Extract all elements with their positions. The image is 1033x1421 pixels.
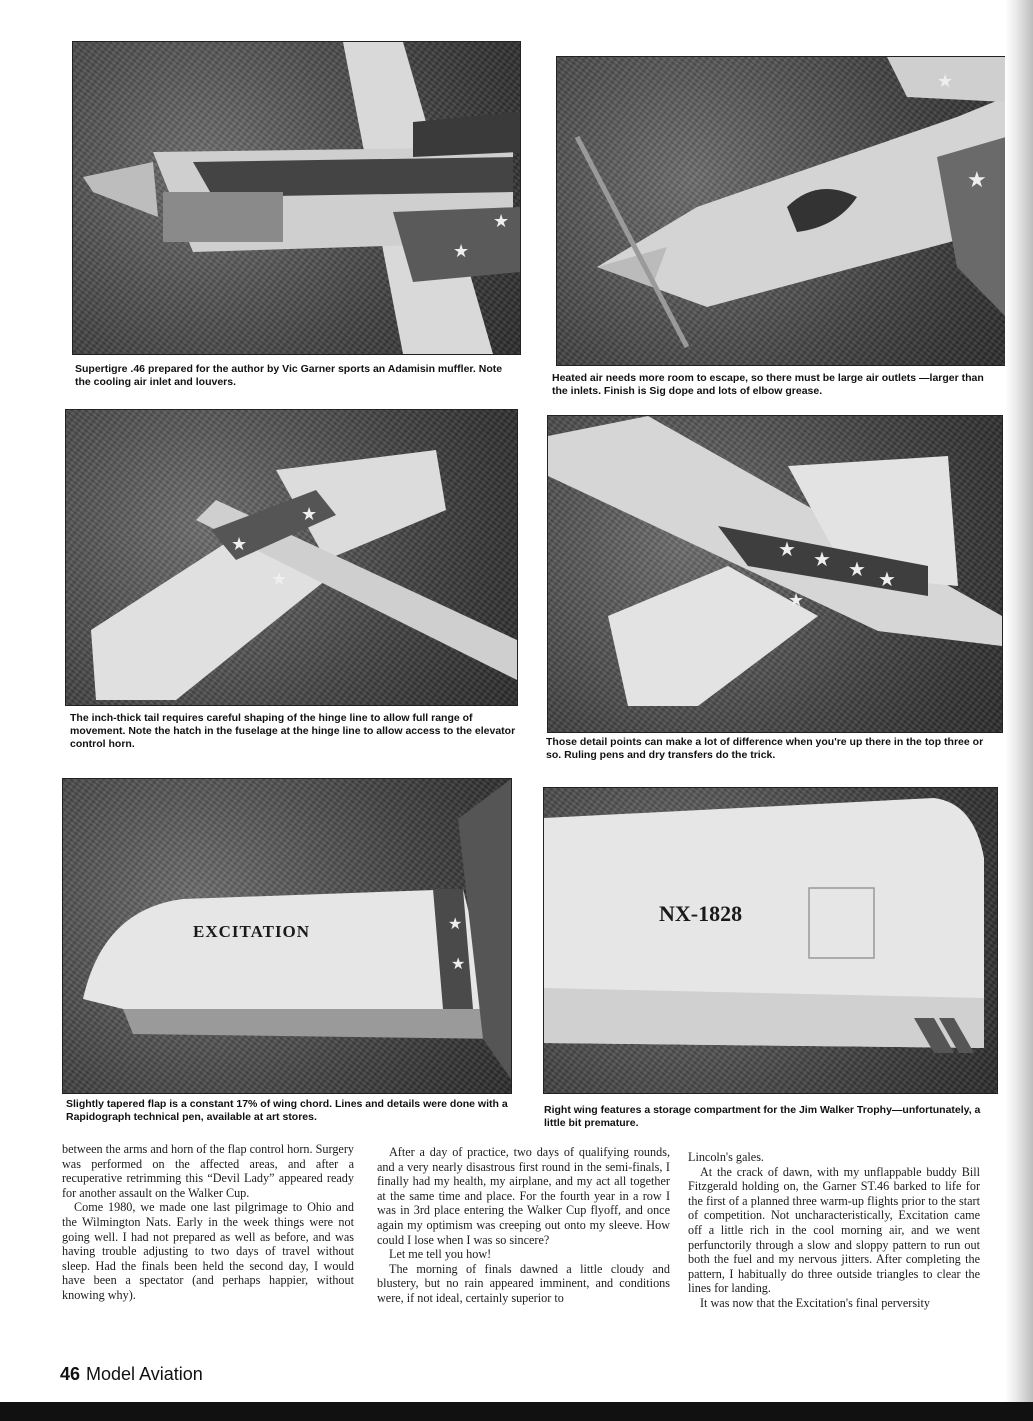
right-wing-illustration <box>544 788 997 1093</box>
svg-text:★: ★ <box>453 241 470 261</box>
svg-text:★: ★ <box>778 539 796 561</box>
svg-text:★: ★ <box>788 590 805 610</box>
svg-text:★: ★ <box>813 549 831 571</box>
photo-tail-surfaces <box>65 409 518 706</box>
caption-photo-6: Right wing features a storage compartment for the Jim Walker Trophy—unfortunately, a little bit premature. <box>544 1104 981 1129</box>
caption-photo-5: Slightly tapered flap is a constant 17% of wing chord. Lines and details were done with a Rapidograph technical pen, available at art stores. <box>66 1098 508 1123</box>
engine-closeup-illustration <box>73 42 520 354</box>
text-column-1 <box>62 1142 354 1303</box>
caption-photo-2: Heated air needs more room to escape, so there must be large air outlets —larger than the inlets. Finish is Sig dope and lots of elbow grease. <box>552 372 984 397</box>
caption-photo-1: Supertigre .46 prepared for the author by Vic Garner sports an Adamisin muffler. Note the cooling air inlet and louvers. <box>75 363 503 388</box>
svg-text:★: ★ <box>231 534 248 554</box>
svg-text:★: ★ <box>301 504 318 524</box>
page-edge-shadow <box>1005 0 1033 1421</box>
svg-text:★: ★ <box>493 211 510 231</box>
caption-photo-4: Those detail points can make a lot of difference when you're up there in the top three or so. Ruling pens and dry transfers do the trick. <box>546 736 984 761</box>
tail-detail-illustration <box>548 416 1002 732</box>
paragraph: At the crack of dawn, with my unflappable buddy Bill Fitzgerald holding on, the Garner ST.46 barked to life for the first of a planned three warm-up flights prior to the start of competition. Not uncharacteristically, Excitation came off a little rich in the cool morning air, and we went perfunctorily through a slow and sloppy pattern to run out both the fuel and my nervous jitters. After completing the pattern, I habitually do three outside triangles to clear the lines for landing. <box>688 1164 980 1296</box>
photo-tail-detail <box>547 415 1003 733</box>
paragraph: Let me tell you how! <box>389 1247 492 1262</box>
paragraph: After a day of practice, two days of qualifying rounds, and a very nearly disastrous first round in the semi-finals, I finally had my health, my airplane, and my act all together at the same time and place. For the fourth year in a row I was in 3rd place entering the Walker Cup flyoff, and once again my optimism was creeping out onto my sleeve. How could I lose when I was so sincere? <box>377 1145 670 1247</box>
svg-text:★: ★ <box>448 916 463 933</box>
paragraph: The morning of finals dawned a little cloudy and blustery, but no rain appeared imminent, and conditions were, if not ideal, certainly superior to <box>377 1261 670 1305</box>
paragraph: between the arms and horn of the flap control horn. Surgery was performed on the affected areas, and after a recuperative retrimming this “Devil Lady” appeared ready for another assault on the Walker Cup. <box>62 1142 354 1200</box>
photo-engine-closeup <box>72 41 521 355</box>
page-number: 46 <box>60 1364 81 1384</box>
nose-outlets-illustration <box>557 57 1006 365</box>
magazine-title: Model Aviation <box>86 1364 203 1384</box>
scan-bottom-border <box>0 1402 1033 1421</box>
wing-label-excitation: EXCITATION <box>193 922 311 941</box>
page-footer <box>60 1364 203 1385</box>
tail-surfaces-illustration <box>66 410 517 705</box>
text-column-2 <box>377 1145 670 1306</box>
svg-text:★: ★ <box>271 569 288 589</box>
svg-text:★: ★ <box>937 71 954 91</box>
photo-nose-outlets <box>556 56 1007 366</box>
paragraph: Come 1980, we made one last pilgrimage to Ohio and the Wilmington Nats. Early in the week things were not going well. I had not prepared as well as before, and was having trouble adjusting to two days of travel without sleep. Had the finals been held the second day, I would have been a spectator (and perhaps happier, without knowing why). <box>62 1200 354 1302</box>
paragraph: It was now that the Excitation's final perversity <box>700 1295 930 1310</box>
caption-photo-3: The inch-thick tail requires careful shaping of the hinge line to allow full range of movement. Note the hatch in the fuselage at the hinge line to allow access to the elevator control horn. <box>70 712 516 750</box>
svg-text:★: ★ <box>848 559 866 581</box>
svg-text:★: ★ <box>967 167 987 192</box>
wing-label-registration: NX-1828 <box>659 901 743 926</box>
svg-text:★: ★ <box>451 956 466 973</box>
paragraph: Lincoln's gales. <box>688 1150 764 1164</box>
photo-left-wing <box>62 778 512 1094</box>
text-column-3 <box>688 1150 980 1311</box>
photo-right-wing <box>543 787 998 1094</box>
svg-text:★: ★ <box>878 569 896 591</box>
left-wing-illustration <box>63 779 511 1093</box>
